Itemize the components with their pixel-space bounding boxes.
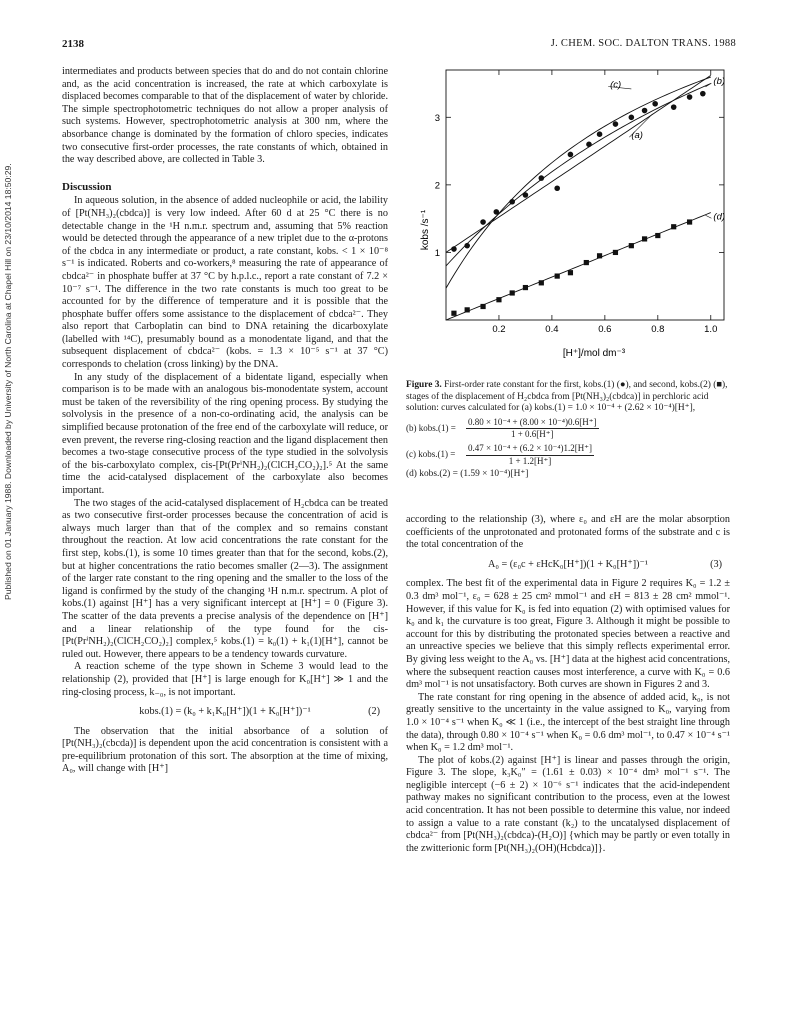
data-point-circle: [464, 243, 470, 249]
plot-axes: [446, 70, 724, 320]
paragraph: In any study of the displacement of a bidentate ligand, especially when comparison is to be made with an analogous bis-monodentate system, account must be taken of the reversibility of the ring opening process. By studying the solvolysis in the presence of a non-co-ordinating acid, the analysis can be simplified because protonation of the free end of the carboxylate will reduce, or even prevent, the reverse ring-closing reaction and the ligand displacement then becomes a two-stage consecutive process of the type studied in the solvolysis of the bis-carboxylato complex, cis-[Pt(PrⁱNH₂)₂(ClCH₂CO₂)₂].⁵ At the same time the acid-catalysed displacement of the carboxylate also becomes important.: [62, 371, 388, 496]
figure-3-plot: [406, 62, 736, 376]
page-number: 2138: [62, 38, 84, 50]
data-point-circle: [586, 142, 592, 148]
caption-fraction: [466, 417, 599, 441]
curve-label: (a): [631, 130, 643, 142]
left-column: [62, 66, 388, 776]
data-point-circle: [671, 104, 677, 110]
curve-label: (c): [610, 79, 622, 91]
fitted-curve: [446, 77, 711, 288]
paragraph: complex. The best fit of the experimental data in Figure 2 requires K₀ = 1.2 ± 0.3 dm³ mol⁻¹, ε₀ = 628 ± 25 cm² mmol⁻¹ and εH = 813 ± 28 cm² mmol⁻¹. However, if this value for K₀ is fed into equation (2) with optimised values for k₀ and k₁ the curvature is too great, Figure 3. Although it might be possible to account for this by distributing the protonated species between a reactive and an unreactive species we believe that this simply reflects experimental error. By giving less weight to the A₀ vs. [H⁺] data at the highest acid concentrations, where the subsequent reaction causes most interference, a curve with K₀ = 0.6 dm³ mol⁻¹ is not unsatisfactory. Both curves are shown in Figures 2 and 3.: [406, 578, 730, 691]
data-point-square: [613, 250, 618, 255]
data-point-circle: [642, 108, 648, 114]
running-head: J. CHEM. SOC. DALTON TRANS. 1988: [550, 38, 736, 49]
data-point-square: [584, 260, 589, 265]
caption-numerator: 0.47 × 10⁻⁴ + (6.2 × 10⁻⁴)1.2[H⁺]: [466, 443, 594, 456]
y-tick-label: 3: [434, 112, 440, 124]
figure-caption: [406, 380, 730, 483]
right-column: [406, 514, 730, 855]
caption-denominator: 1 + 0.6[H⁺]: [510, 429, 554, 440]
data-point-circle: [480, 219, 486, 225]
data-point-circle: [700, 91, 706, 97]
curve-label-leader: [705, 215, 711, 218]
data-point-circle: [629, 114, 635, 120]
data-point-circle: [539, 175, 545, 181]
caption-fraction: [466, 443, 594, 467]
paragraph: A reaction scheme of the type shown in Scheme 3 would lead to the relationship (2), provided that [H⁺] is large enough for K₀[H⁺] ≫ 1 and the ring-closing process, k₋₀, is not important.: [62, 661, 388, 698]
paragraph: The two stages of the acid-catalysed displacement of H₂cbdca can be treated as two consecutive first-order processes because the concentration of acid is always much larger than that of the complex and so remains constant throughout the reaction. At low acid concentrations the rate constant for the first step, kobs.(1), is some 10 times greater than that for the second, kobs.(2), but at higher concentrations the ratio becomes smaller (2—3). The assignment of the larger rate constant to the ring opening and the smaller to the loss of the ligand is confirmed by the study of the changing ¹H n.m.r. spectrum. A plot of kobs.(1) against [H⁺] has a very significant intercept at [H⁺] = 0 (Figure 3). The scatter of the data prevents a precise analysis of the dependence on [H⁺] and a linear relationship of the type found for the cis-[Pt(PrⁱNH₂)₂(ClCH₂CO₂)₂] complex,⁵ kobs.(1) = k₀(1) + k₁(1)[H⁺], cannot be ruled out. However, there appears to be a tendency towards curvature.: [62, 497, 388, 660]
tick-labels: [435, 113, 718, 335]
paragraph: intermediates and products between species that do and do not contain chlorine and, as the acid concentration is increased, the rate at which carboxylate is displaced becomes comparable to that of the displacement of water by chloride. The simple spectrophotometric techniques do not allow a proper analysis of such systems. However, spectrophotometric analysis at 300 nm, where the absorbance change is dominated by the formation of chloro species, indicates two consecutive first-order processes, the rate constants of which, obtained in the way described above, are collected in Table 3.: [62, 66, 388, 166]
data-point-circle: [687, 94, 693, 100]
data-point-circle: [509, 199, 515, 205]
data-point-square: [555, 273, 560, 278]
x-tick-label: 0.6: [598, 324, 612, 335]
paragraph: In aqueous solution, in the absence of added nucleophile or acid, the lability of [Pt(NH₃)₂(cbdca)] is very low indeed. After 60 d at 25 °C there is no detectable change in the ¹H n.m.r. spectrum and, assuming that 5% reaction would be detected through the appearance of a new triplet due to the α-protons of the cbdca in any intermediate or product, a rate constant, kobs. < 1 × 10⁻⁸ s⁻¹ is indicated. Roberts and co-workers,⁸ measuring the rate of appearance of cbdca²⁻ in phosphate buffer at 37 °C by h.p.l.c., report a rate constant of 7.2 × 10⁻⁷ s⁻¹. The difference in the two rate constants is much too great to be accounted for by the difference of temperature and it is possible that the phosphate buffer offers some assistance to the displacement of cbdca²⁻. They also report that Carboplatin can bind to DNA retaining the dicarboxylate (labelled with ¹⁴C), presumably bound as a monodentate ligand, and that the subsequent displacement of cbdca²⁻ (kobs. = 1.3 × 10⁻⁵ s⁻¹ at 37 °C) corresponds to chelation (cross linking) by the DNA.: [62, 195, 388, 371]
caption-title: Figure 3.: [406, 380, 442, 390]
data-point-square: [496, 297, 501, 302]
data-point-circle: [597, 131, 603, 137]
caption-eq-label: (c) kobs.(1) =: [406, 449, 456, 460]
data-point-square: [568, 270, 573, 275]
data-point-square: [539, 280, 544, 285]
caption-equation-b: [406, 417, 730, 441]
data-point-circle: [652, 101, 658, 107]
caption-body: First-order rate constant for the first, kobs.(1) (●), and second, kobs.(2) (■), stages of the displacement of H₂cbdca from [Pt(NH₃)₂(cbdca)] in perchloric acid solution: curves calculated for (a) kobs.(1) = 1.0 × 10⁻⁴ + (2.62 × 10⁻⁴)[H⁺],: [406, 380, 728, 414]
equation-2: [62, 706, 388, 719]
fitted-curve: [446, 84, 711, 266]
data-point-square: [671, 224, 676, 229]
data-points: [451, 91, 705, 316]
paragraph: The rate constant for ring opening in the absence of added acid, k₀, is not greatly sensitive to the uncertainty in the value assigned to K₀, varying from 1.0 × 10⁻⁴ s⁻¹ when K₀ ≪ 1 (i.e., the intercept of the best straight line through the data), through 0.80 × 10⁻⁴ s⁻¹ when K₀ = 0.6 dm³ mol⁻¹, to 0.47 × 10⁻⁴ s⁻¹ when K₀ = 1.2 dm³ mol⁻¹.: [406, 691, 730, 754]
y-tick-label: 1: [434, 247, 440, 259]
equation-3: [406, 559, 730, 572]
paragraph: The observation that the initial absorbance of a solution of [Pt(NH₃)₂(cbcda)] is dependent upon the acid concentration is consistent with a pre-equilibrium protonation of this sort. The absorption at the time of mixing, A₀, will change with [H⁺]: [62, 725, 388, 775]
data-point-square: [523, 285, 528, 290]
equation-number: (2): [368, 706, 380, 718]
x-tick-label: 1.0: [704, 324, 718, 335]
data-point-square: [629, 243, 634, 248]
caption-equation-c: [406, 443, 730, 467]
data-point-square: [480, 304, 485, 309]
y-axis-label: kobs /s⁻¹: [420, 209, 431, 251]
data-point-square: [655, 233, 660, 238]
equation-number: (3): [710, 558, 722, 570]
curve-label: (b): [713, 76, 726, 88]
paragraph: according to the relationship (3), where ε₀ and εH are the molar absorption coefficients of the unprotonated and protonated forms of the substrate and c is the total concentration of the: [406, 514, 730, 551]
data-point-square: [510, 290, 515, 295]
data-point-circle: [613, 121, 619, 127]
x-tick-label: 0.2: [492, 324, 506, 335]
data-point-square: [451, 311, 456, 316]
data-point-square: [687, 219, 692, 224]
y-tick-label: 2: [434, 180, 440, 192]
x-tick-label: 0.4: [545, 324, 559, 335]
data-point-square: [465, 307, 470, 312]
caption-numerator: 0.80 × 10⁻⁴ + (8.00 × 10⁻⁴)0.6[H⁺]: [466, 417, 599, 430]
caption-denominator: 1 + 1.2[H⁺]: [508, 455, 552, 466]
data-point-square: [642, 236, 647, 241]
x-tick-label: 0.8: [651, 324, 665, 335]
data-point-circle: [523, 192, 529, 198]
data-point-circle: [451, 246, 457, 252]
equation-text: kobs.(1) = (k₀ + k₁K₀[H⁺])(1 + K₀[H⁺])⁻¹: [139, 706, 311, 718]
fitted-curves: [446, 75, 725, 320]
paragraph: The plot of kobs.(2) against [H⁺] is linear and passes through the origin, Figure 3. The slope, k₃K₀″ = (1.61 ± 0.03) × 10⁻⁴ dm³ mol⁻¹ s⁻¹. The negligible intercept (−6 ± 2) × 10⁻⁶ s⁻¹ indicates that the acid-independent pathway makes no significant contribution to the process, even at the lowest acid concentration. It has not been possible to determine this value, nor indeed to assign a value to a rate constant (k₂) to the uncatalysed displacement of cbdca²⁻ from [Pt(NH₃)₂(cbdca)-(H₂O)] {which may be partly or even totally in the zwitterionic form [Pt(NH₃)₂(OH)(Hcbdca)]}.: [406, 754, 730, 854]
data-point-circle: [494, 209, 500, 215]
equation-text: A₀ = (ε₀c + εHcK₀[H⁺])(1 + K₀[H⁺])⁻¹: [488, 558, 648, 570]
plot-frame: [446, 70, 724, 320]
data-point-square: [597, 253, 602, 258]
data-point-circle: [568, 152, 574, 158]
section-heading: Discussion: [62, 180, 112, 193]
curve-label: (d): [713, 211, 726, 223]
x-axis-label: [H⁺]/mol dm⁻³: [562, 348, 626, 359]
caption-equation-d: (d) kobs.(2) = (1.59 × 10⁻⁴)[H⁺]: [406, 469, 529, 480]
caption-text: [406, 380, 730, 415]
download-stamp: [2, 40, 14, 600]
download-stamp-text: Published on 01 January 1988. Downloaded by University of North Carolina at Chapel Hill on 23/10/2014 18:50:29.: [3, 163, 13, 600]
caption-eq-label: (b) kobs.(1) =: [406, 423, 456, 434]
data-point-circle: [554, 185, 560, 191]
